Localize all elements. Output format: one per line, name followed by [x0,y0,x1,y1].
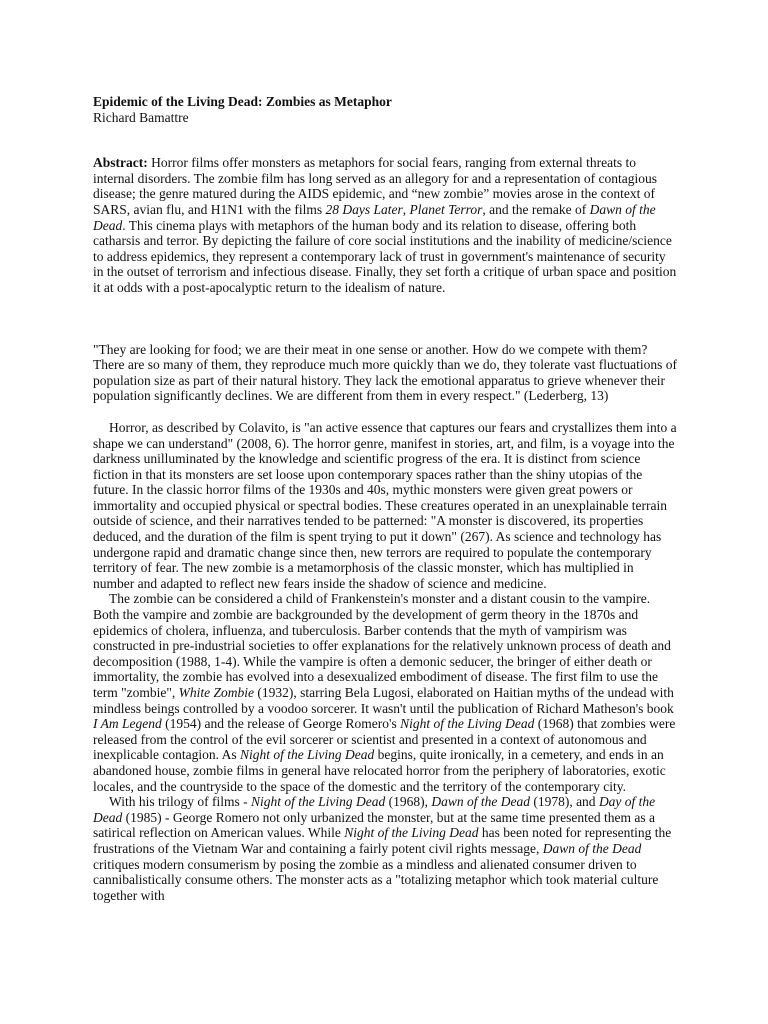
italic-title-text: Day of the Dead [93,794,656,825]
abstract [93,155,678,295]
text-run: , [402,201,410,217]
italic-title-text: Dawn of the Dead [431,794,530,810]
text-run: (1978), and [529,794,599,810]
italic-title-text: White Zombie [178,685,254,700]
text-run: begins, quite ironically, in a cemetery, and ends in an abandoned house, zombie films in general have relocated horror from the periphery of laboratories, exotic locales, and the countryside to the space of the domestic and the territory of the contemporary city. [93,747,666,794]
text-run: has been noted for representing the frustrations of the Vietnam War and containing a fairly potent civil rights message, [93,825,672,856]
text-run: (1968), [385,794,432,810]
paper-title: Epidemic of the Living Dead: Zombies as Metaphor [93,94,392,109]
text-run: The zombie can be considered a child of Frankenstein's monster and a distant cousin to the vampire. Both the vampire and zombie are backgrounded by the development of germ theory in the 1870s and epidemics of cholera, influenza, and tuberculosis. Barber contends that the myth of vampirism was constructed in pre-industrial societies to offer explanations for the relatively unknown process of death and decomposition (1988, 1-4). While the vampire is often a demonic seducer, the bringer of either death or immortality, the zombie has evolved into a desexualized embodiment of disease. The first film to use the term "zombie", [93,591,671,700]
italic-title-text: Planet Terror [409,201,483,217]
paper-author: Richard Bamattre [93,109,189,125]
text-run: (1932), starring Bela Lugosi, elaborated on Haitian myths of the undead with mindless beings controlled by a voodoo sorcerer. It wasn't until the publication of Richard Matheson's book [93,685,674,716]
italic-title-text: Dawn of the Dead [93,201,656,233]
text-run: Horror films offer monsters as metaphors for social fears, ranging from external threats to internal disorders. The zombie film has long served as an allegory for and a representation of contagious disease; the genre matured during the AIDS epidemic, and “new zombie” movies arose in the context of SARS, avian flu, and H1N1 with the films [93,155,657,217]
abstract-text [93,155,676,295]
text-run: , and the remake of [482,201,590,217]
text-run: . This cinema plays with metaphors of the human body and its relation to disease, offering both catharsis and terror. By depicting the failure of core social institutions and the inability of medicine/science to address epidemics, they represent a contemporary lack of trust in government's maintenance of security in the outset of terrorism and infectious disease. Finally, they set forth a critique of urban space and position it at odds with a post-apocalyptic return to the idealism of nature. [93,217,677,295]
italic-title-text: Night of the Living Dead [400,716,535,732]
epigraph-quote: "They are looking for food; we are their meat in one sense or another. How do we compete with them? There are so many of them, they reproduce much more quickly than we do, they tolerate vast fluctuations of population size as part of their natural history. They lack the emotional apparatus to grieve whenever their population significantly declines. We are different from them in every respect." (Lederberg, 13) [93,341,678,404]
abstract-label: Abstract: [93,155,148,171]
italic-title-text: 28 Days Later [325,201,403,217]
italic-title-text: Dawn of the Dead [542,840,642,856]
body-paragraph [93,591,678,794]
italic-title-text: I Am Legend [93,716,162,732]
italic-title-text: Night of the Living Dead [344,825,479,841]
body-paragraph [93,420,678,592]
text-run: Horror, as described by Colavito, is "an active essence that captures our fears and crystallizes them into a shape we can understand" (2008, 6). The horror genre, manifest in stories, art, and film, is a voyage into the darkness unilluminated by the knowledge and scientific progress of the era. It is distinct from science fiction in that its monsters are set loose upon contemporary spaces rather than the shiny utopias of the future. In the classic horror films of the 1930s and 40s, mythic monsters were given great powers or immortality and occupied physical or spectral bodies. These creatures operated in an unexplainable terrain outside of science, and their narratives tended to be patterned: "A monster is discovered, its properties deduced, and the duration of the film is spent trying to put it down" (267). As science and technology has undergone rapid and dramatic change since then, new terrors are required to populate the contemporary territory of fear. The new zombie is a metamorphosis of the classic monster, which has multiplied in number and adapted to reflect new fears inside the shadow of science and medicine. [93,419,677,591]
italic-title-text: Night of the Living Dead [250,794,386,810]
text-run: (1954) and the release of George Romero's [161,716,401,732]
italic-title-text: Night of the Living Dead [239,747,375,763]
text-run: (1968) that zombies were released from the control of the evil sorcerer or scientist and presented in a context of autonomous and inexplicable contagion. As [93,716,676,763]
body-paragraph [93,794,678,903]
body-text [93,420,678,903]
text-run: critiques modern consumerism by posing the zombie as a mindless and alienated consumer driven to cannibalistically consume others. The monster acts as a "totalizing metaphor which took material culture together with [93,856,659,903]
text-run: With his trilogy of films - [109,794,251,810]
text-run: (1985) - George Romero not only urbanized the monster, but at the same time presented them as a satirical reflection on American values. While [93,809,655,841]
